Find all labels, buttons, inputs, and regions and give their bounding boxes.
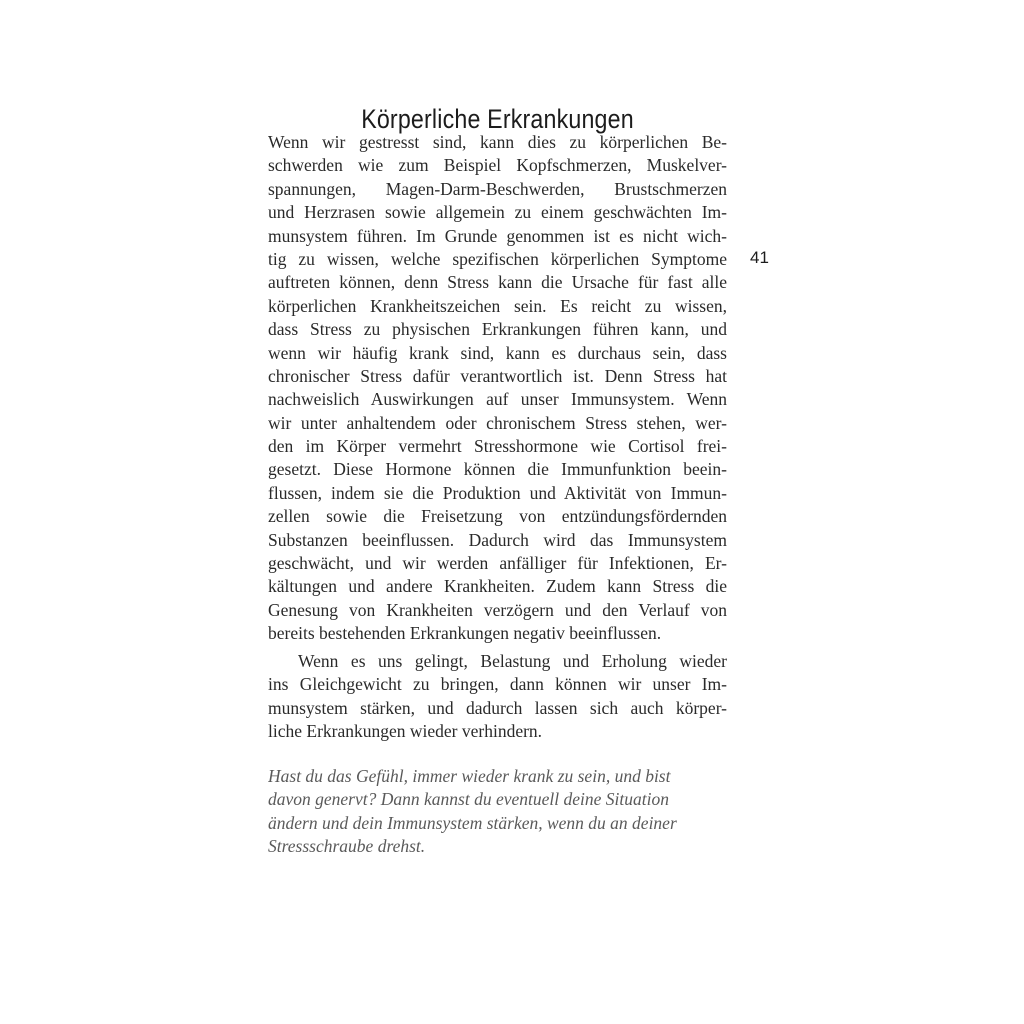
body-paragraph-1 (268, 131, 727, 646)
text-line: kältungen und andere Krankheiten. Zudem kann Stress die (268, 576, 727, 597)
note-line: Hast du das Gefühl, immer wieder krank zu sein, und bist (268, 766, 671, 786)
text-line: munsystem stärken, und dadurch lassen sich auch körper- (268, 697, 727, 718)
text-line: auftreten können, denn Stress kann die Ursache für fast alle (268, 272, 727, 293)
text-line: flussen, indem sie die Produktion und Aktivität von Immun- (268, 482, 727, 503)
note-line: Stressschraube drehst. (268, 836, 426, 857)
body-paragraph-2 (268, 650, 727, 744)
note-line: ändern und dein Immunsystem stärken, wenn du an deiner (268, 812, 677, 833)
text-line: Genesung von Krankheiten verzögern und den Verlauf von (268, 599, 727, 620)
text-line: dass Stress zu physischen Erkrankungen führen kann, und (268, 319, 727, 340)
text-line: ins Gleichgewicht zu bringen, dann können wir unser Im- (268, 674, 727, 695)
chapter-title: Körperliche Erkrankungen (361, 104, 634, 135)
text-line: tig zu wissen, welche spezifischen körperlichen Symptome (268, 248, 727, 269)
text-line: nachweislich Auswirkungen auf unser Immunsystem. Wenn (268, 389, 727, 410)
text-line: munsystem führen. Im Grunde genommen ist es nicht wich- (268, 225, 727, 246)
text-line: spannungen, Magen-Darm-Beschwerden, Brustschmerzen (268, 178, 727, 199)
text-line: schwerden wie zum Beispiel Kopfschmerzen, Muskelver- (268, 155, 727, 176)
page-number: 41 (750, 248, 769, 267)
text-line: wir unter anhaltendem oder chronischem Stress stehen, wer- (268, 412, 727, 433)
text-line: zellen sowie die Freisetzung von entzündungsfördernden (268, 506, 727, 527)
italic-note (268, 765, 727, 859)
text-line: gesetzt. Diese Hormone können die Immunfunktion beein- (268, 459, 727, 480)
text-line: und Herzrasen sowie allgemein zu einem geschwächten Im- (268, 202, 727, 223)
text-line: bereits bestehenden Erkrankungen negativ beeinflussen. (268, 623, 662, 644)
text-line: Wenn es uns gelingt, Belastung und Erholung wieder (298, 651, 727, 671)
text-line: den im Körper vermehrt Stresshormone wie Cortisol frei- (268, 436, 727, 457)
text-line: Substanzen beeinflussen. Dadurch wird das Immunsystem (268, 529, 727, 550)
text-line: körperlichen Krankheitszeichen sein. Es reicht zu wissen, (268, 295, 727, 316)
text-line: liche Erkrankungen wieder verhindern. (268, 721, 543, 742)
text-line: chronischer Stress dafür verantwortlich ist. Denn Stress hat (268, 365, 727, 386)
text-line: Wenn wir gestresst sind, kann dies zu körperlichen Be- (268, 132, 727, 152)
text-line: geschwächt, und wir werden anfälliger für Infektionen, Er- (268, 553, 727, 574)
note-line: davon genervt? Dann kannst du eventuell deine Situation (268, 789, 669, 810)
text-line: wenn wir häufig krank sind, kann es durchaus sein, dass (268, 342, 727, 363)
